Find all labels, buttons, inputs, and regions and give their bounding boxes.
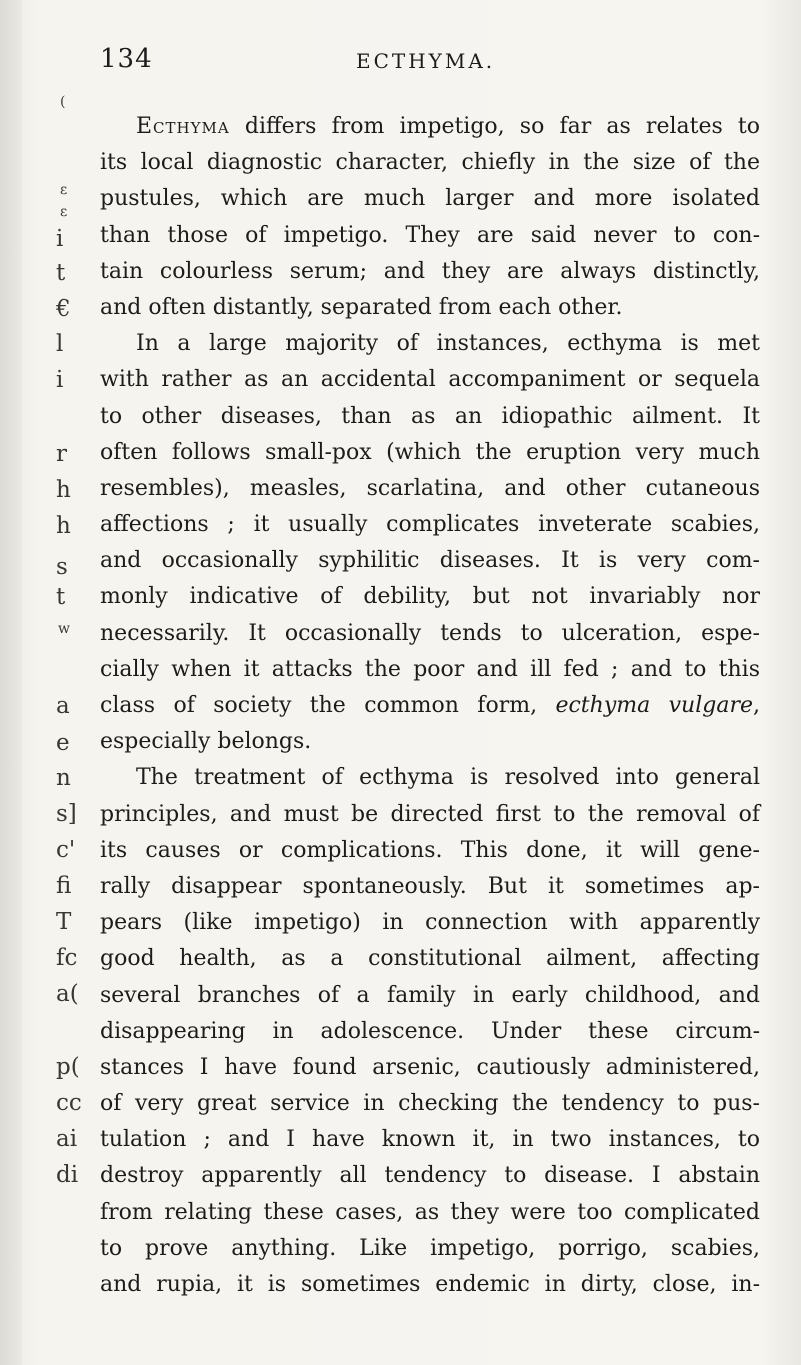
margin-fragment: i [56, 226, 64, 252]
margin-fragment: a( [56, 981, 79, 1007]
text-line: necessarily. It occasionally tends to ulceration, espe- [100, 620, 760, 646]
text-line: especially belongs. [100, 729, 312, 755]
text-line: and rupia, it is sometimes endemic in dirty, close, in- [100, 1272, 760, 1297]
text-line: principles, and must be directed first to the removal of [100, 801, 760, 827]
margin-fragment: h [56, 513, 71, 539]
margin-fragment: fc [56, 945, 78, 971]
text-line: resembles), measles, scarlatina, and other cutaneous [100, 475, 760, 501]
margin-fragment: r [56, 441, 67, 467]
text-line: and occasionally syphilitic diseases. It is very com- [100, 548, 760, 574]
text-line: disappearing in adolescence. Under these circum- [100, 1018, 760, 1044]
text-line: often follows small-pox (which the eruption very much [100, 439, 760, 465]
margin-fragment: w [58, 621, 70, 637]
text-line: from relating these cases, as they were too complicated [100, 1199, 760, 1225]
margin-fragment: e [56, 730, 70, 756]
text-line: good health, as a constitutional ailment, affecting [100, 946, 760, 972]
margin-fragment: € [56, 296, 71, 322]
margin-fragment: di [56, 1162, 79, 1188]
margin-fragment: c' [56, 837, 76, 863]
margin-fragment: l [56, 331, 64, 357]
margin-fragment: s [56, 554, 68, 580]
text-line: tulation ; and I have known it, in two instances, to [100, 1127, 760, 1153]
text-line: class of society the common form, ecthyma vulgare, [100, 693, 760, 718]
margin-fragment: p( [56, 1054, 80, 1080]
margin-fragment: i [56, 367, 64, 393]
margin-fragment: ( [60, 94, 66, 110]
page-number: 134 [100, 44, 153, 74]
text-line: several branches of a family in early childhood, and [100, 982, 760, 1008]
text-line: and often distantly, separated from each other. [100, 294, 623, 320]
margin-fragment: n [56, 765, 71, 791]
margin-fragment: ai [56, 1126, 78, 1152]
text-line: its causes or complications. This done, it will gene- [100, 837, 760, 863]
facing-page-fragments [0, 0, 82, 1365]
text-line: tain colourless serum; and they are always distinctly, [100, 258, 760, 284]
lead-word: Ecthyma [136, 114, 230, 139]
margin-fragment: ε [60, 182, 68, 198]
text-line: Ecthyma differs from impetigo, so far as relates to [136, 114, 760, 139]
text-line: destroy apparently all tendency to disease. I abstain [100, 1163, 760, 1189]
italic-term: ecthyma vulgare [555, 693, 753, 718]
margin-fragment: h [56, 477, 71, 503]
text-line: In a large majority of instances, ecthyma is met [136, 331, 760, 357]
text-line: cially when it attacks the poor and ill fed ; and to this [100, 656, 760, 682]
body-text [100, 109, 760, 1303]
running-head: ECTHYMA. [356, 49, 496, 73]
text-line: rally disappear spontaneously. But it sometimes ap- [100, 873, 760, 899]
text-line: to prove anything. Like impetigo, porrigo, scabies, [100, 1235, 760, 1261]
text-line: affections ; it usually complicates inveterate scabies, [100, 512, 760, 538]
margin-fragment: T [56, 909, 72, 935]
text-line: its local diagnostic character, chiefly in the size of the [100, 150, 760, 176]
text-line: to other diseases, than as an idiopathic ailment. It [100, 403, 760, 429]
margin-fragment: s] [56, 801, 77, 827]
margin-fragment: t [56, 260, 66, 286]
text-line: pustules, which are much larger and more isolated [100, 186, 760, 212]
text-line: of very great service in checking the tendency to pus- [100, 1091, 760, 1117]
text-line: pears (like impetigo) in connection with apparently [100, 910, 760, 936]
margin-fragment: t [56, 584, 66, 610]
text-line: monly indicative of debility, but not invariably nor [100, 584, 760, 610]
margin-fragment: ε [60, 204, 68, 220]
text-line: than those of impetigo. They are said never to con- [100, 222, 760, 248]
margin-fragment: fi [56, 873, 72, 899]
text-line: with rather as an accidental accompaniment or sequela [100, 367, 760, 393]
text-line: stances I have found arsenic, cautiously administered, [100, 1054, 760, 1080]
margin-fragment: a [56, 693, 70, 719]
margin-fragment: cc [56, 1090, 82, 1116]
text-line: The treatment of ecthyma is resolved into general [136, 765, 760, 791]
page-header [100, 44, 760, 84]
